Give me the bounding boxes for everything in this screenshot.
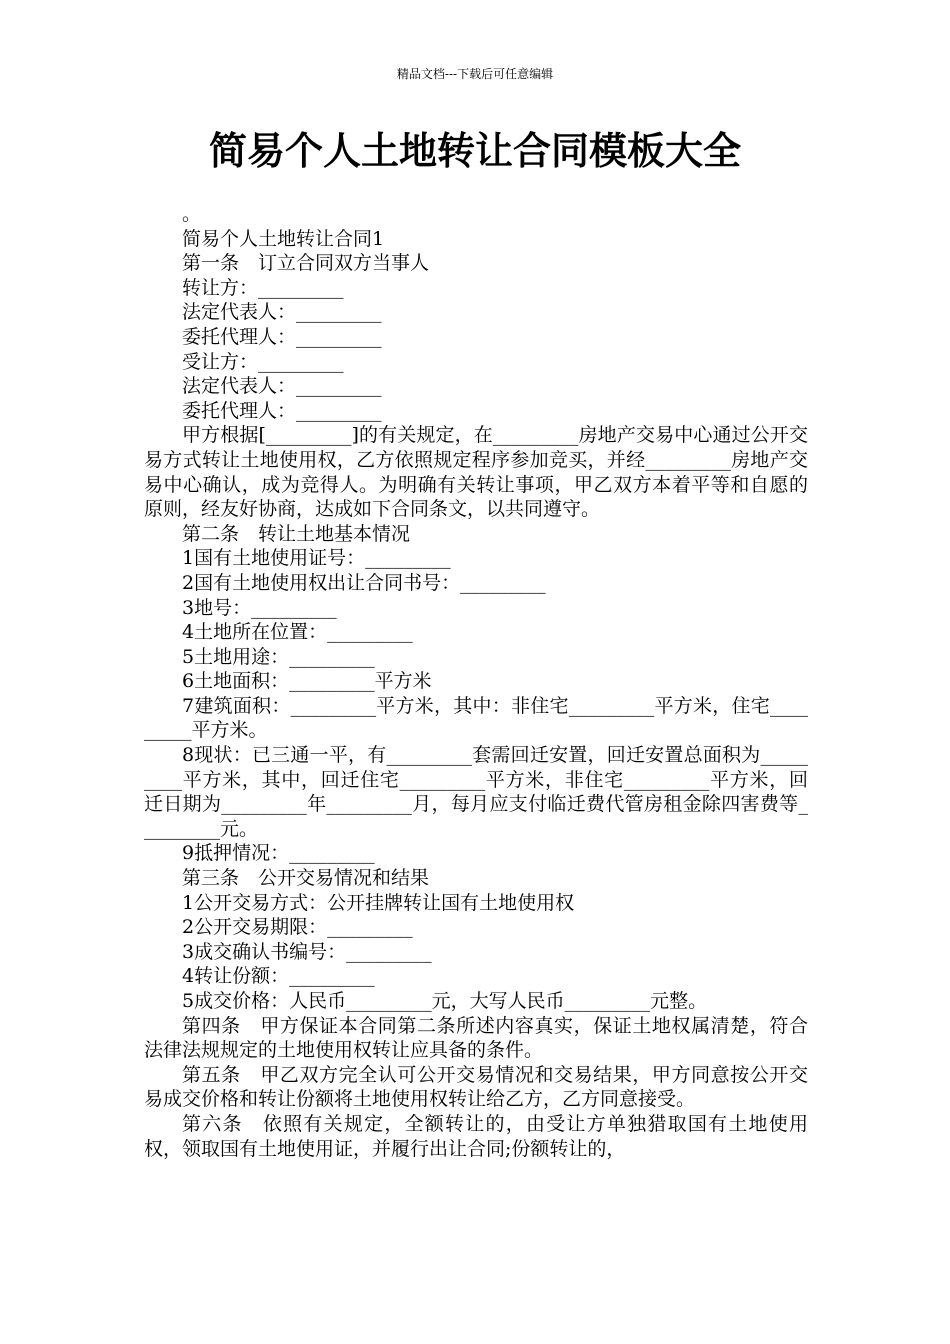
paragraph: 1公开交易方式：公开挂牌转让国有土地使用权 <box>182 891 575 914</box>
paragraph: 第六条 依照有关规定，全额转让的，由受让方单独猎取国有土地使用权，领取国有土地使用证，并履行出让合同;份额转让的， <box>144 1112 808 1160</box>
paragraph: 法定代表人：_________ <box>182 375 382 398</box>
paragraph: 3成交确认书编号：_________ <box>182 940 432 963</box>
paragraph: 。 <box>182 203 202 225</box>
paragraph: 8现状：已三通一平，有_________套需回迁安置，回迁安置总面积为_________平方米，其中，回迁住宅_________平方米，非住宅_________平方米，回迁日期为_________年_________月，每月应支付临迁费代管房租金除四害费等_________元。 <box>144 744 808 840</box>
paragraph: 第一条 订立合同双方当事人 <box>182 252 430 275</box>
paragraph: 受让方：_________ <box>182 350 344 373</box>
document-title: 简易个人土地转让合同模板大全 <box>208 129 741 173</box>
document-body <box>144 202 808 1161</box>
paragraph: 7建筑面积：_________平方米，其中：非住宅_________平方米，住宅_________平方米。 <box>144 694 808 742</box>
paragraph: 第五条 甲乙双方完全认可公开交易情况和交易结果，甲方同意按公开交易成交价格和转让份额将土地使用权转让给乙方，乙方同意接受。 <box>144 1063 808 1111</box>
paragraph: 1国有土地使用证号：_________ <box>182 547 451 570</box>
paragraph: 3地号：_________ <box>182 596 337 619</box>
paragraph: 第三条 公开交易情况和结果 <box>182 867 430 890</box>
paragraph: 4转让份额：_________ <box>182 965 375 988</box>
paragraph: 简易个人土地转让合同1 <box>182 227 385 250</box>
paragraph: 5成交价格：人民币_________元，大写人民币_________元整。 <box>182 990 708 1012</box>
paragraph: 甲方根据[_________]的有关规定，在_________房地产交易中心通过公开交易方式转让土地使用权，乙方依照规定程序参加竞买，并经_________房地产交易中心确认，成为竞得人。为明确有关转让事项，甲乙双方本着平等和自愿的原则，经友好协商，达成如下合同条文，以共同遵守。 <box>144 424 808 521</box>
paragraph: 转让方：_________ <box>182 276 344 299</box>
paragraph: 委托代理人：_________ <box>182 325 382 348</box>
paragraph: 9抵押情况：_________ <box>182 842 375 865</box>
paragraph: 4土地所在位置：_________ <box>182 621 413 644</box>
paragraph: 委托代理人：_________ <box>182 399 382 422</box>
paragraph: 6土地面积：_________平方米 <box>182 670 432 693</box>
paragraph: 2公开交易期限：_________ <box>182 916 413 939</box>
paragraph: 2国有土地使用权出让合同书号：_________ <box>182 571 546 594</box>
paragraph: 第二条 转让土地基本情况 <box>182 522 411 545</box>
paragraph: 第四条 甲方保证本合同第二条所述内容真实，保证土地权属清楚，符合法律法规规定的土地使用权转让应具备的条件。 <box>144 1014 808 1062</box>
paragraph: 5土地用途：_________ <box>182 645 375 668</box>
header-note: 精品文档---下载后可任意编辑 <box>396 67 554 81</box>
paragraph: 法定代表人：_________ <box>182 301 382 324</box>
